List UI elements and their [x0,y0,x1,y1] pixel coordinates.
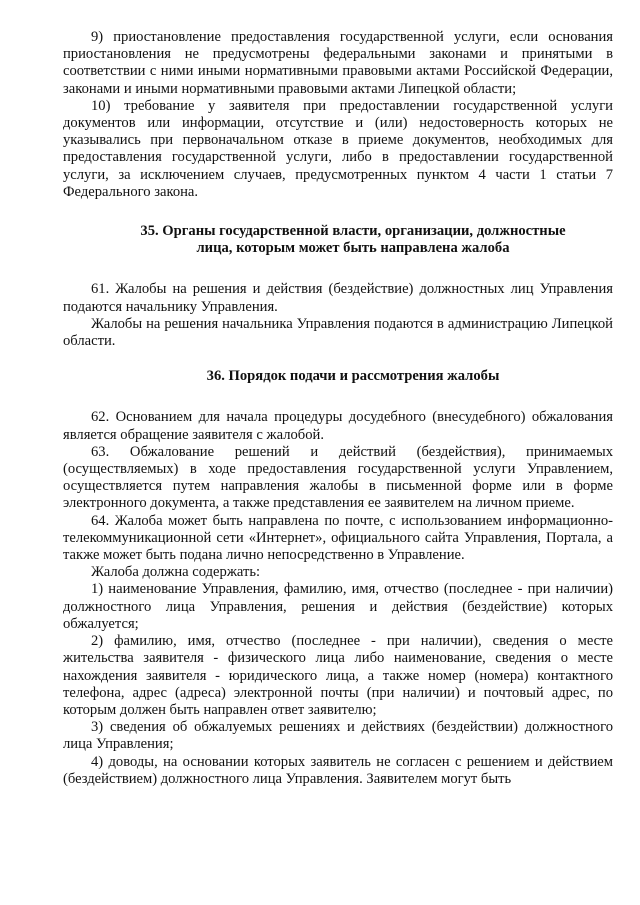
paragraph-complaint-contents: Жалоба должна содержать: [91,564,261,581]
paragraph-61: 61. Жалобы на решения и действия (бездействие) должностных лиц Управления подаются начальнику Управления. [63,281,613,315]
section-35-heading-line2: лица, которым может быть направлена жалоба [196,240,510,257]
paragraph-64: 64. Жалоба может быть направлена по почте, с использованием информационно-телекоммуникационной сети «Интернет», официального сайта Управления, Портала, а также может быть подана лично непосредственно в Управление. [63,512,613,564]
paragraph-item-10: 10) требование у заявителя при предоставлении государственной услуги документов или информации, отсутствие и (или) недостоверность которых не указывались при первоначальном отказе в приеме документов, необходимых для предоставления государственной услуги, либо в предоставлении государственной услуги, за исключением случаев, предусмотренных пунктом 4 части 1 статьи 7 Федерального закона. [63,97,613,200]
paragraph-list-item-4: 4) доводы, на основании которых заявитель не согласен с решением и действием (бездействием) должностного лица Управления. Заявителем могут быть [63,753,613,787]
paragraph-62: 62. Основанием для начала процедуры досудебного (внесудебного) обжалования является обращение заявителя с жалобой. [63,409,613,443]
paragraph-item-9: 9) приостановление предоставления государственной услуги, если основания приостановления не предусмотрены федеральными законами и принятыми в соответствии с ними иными нормативными правовыми актами Российской Федерации, законами и иными нормативными правовыми актами Липецкой области; [63,29,613,97]
section-36-heading: 36. Порядок подачи и рассмотрения жалобы [206,368,500,385]
paragraph-63: 63. Обжалование решений и действий (бездействия), принимаемых (осуществляемых) в ходе предоставления государственной услуги Управлением, осуществляется путем направления жалобы в письменной форме или в форме электронного документа, а также представления ее заявителем на личном приеме. [63,443,613,512]
paragraph-61-cont: Жалобы на решения начальника Управления подаются в администрацию Липецкой области. [63,315,613,350]
paragraph-list-item-2: 2) фамилию, имя, отчество (последнее - при наличии), сведения о месте жительства заявителя - физического лица либо наименование, сведения о месте нахождения заявителя - юридического лица, а также номер (номера) контактного телефона, адрес (адреса) электронной почты (при наличии) и почтовый адрес, по которым должен быть направлен ответ заявителю; [63,633,613,718]
section-35-heading [63,223,613,257]
section-35-heading-line1: 35. Органы государственной власти, организации, должностные [140,223,566,240]
paragraph-list-item-3: 3) сведения об обжалуемых решениях и действиях (бездействии) должностного лица Управления; [63,719,613,753]
paragraph-list-item-1: 1) наименование Управления, фамилию, имя, отчество (последнее - при наличии) должностного лица Управления, решения и действия (бездействие) которых обжалуется; [63,581,613,632]
